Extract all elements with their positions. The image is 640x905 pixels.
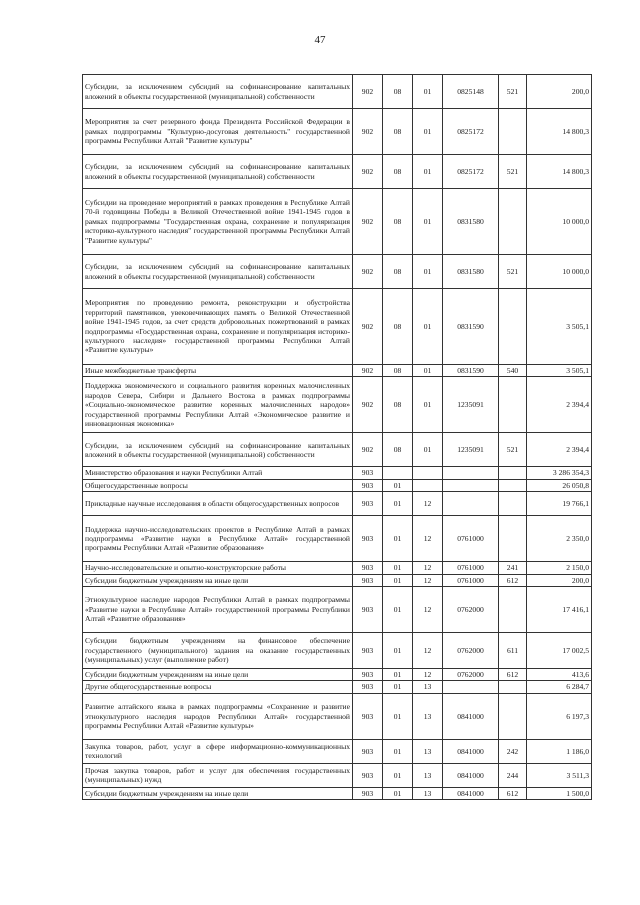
target-article-cell: 0825172: [443, 155, 499, 189]
table-row: [83, 681, 592, 693]
expense-name-cell: Субсидии на проведение мероприятий в рамках проведения в Республике Алтай 70-й годовщины Победы в Великой Отечественной войне 1941-1945 годов в рамках подпрограммы "Государственная охрана, сохранение и популяризация историко-культурного наследия" государственной программы Республики Алтай "Развитие культуры": [83, 189, 353, 255]
table-row: [83, 763, 592, 787]
amount-cell: 200,0: [527, 574, 592, 586]
expense-type-cell: [499, 587, 527, 633]
section-code-cell: 01: [383, 669, 413, 681]
ministry-code-cell: 903: [353, 479, 383, 491]
amount-cell: 6 197,3: [527, 693, 592, 739]
ministry-code-cell: 903: [353, 763, 383, 787]
ministry-code-cell: 903: [353, 633, 383, 669]
ministry-code-cell: 902: [353, 255, 383, 289]
target-article-cell: 0831580: [443, 189, 499, 255]
amount-cell: 1 500,0: [527, 787, 592, 799]
section-code-cell: 01: [383, 693, 413, 739]
table-row: [83, 365, 592, 377]
target-article-cell: 0825148: [443, 75, 499, 109]
section-code-cell: 01: [383, 681, 413, 693]
expense-type-cell: [499, 516, 527, 562]
section-code-cell: 01: [383, 492, 413, 516]
amount-cell: 3 505,1: [527, 289, 592, 365]
amount-cell: 26 050,8: [527, 479, 592, 491]
subsection-code-cell: 13: [413, 739, 443, 763]
table-row: [83, 377, 592, 433]
table-row: [83, 562, 592, 574]
expense-name-cell: Поддержка экономического и социального развития коренных малочисленных народов Севера, Сибири и Дальнего Востока в рамках подпрограммы «Социально-экономическое развитие коренных малочисленных народов» государственной программы Республики Алтай «Экономическое развитие и инновационная экономика»: [83, 377, 353, 433]
target-article-cell: [443, 681, 499, 693]
section-code-cell: 08: [383, 255, 413, 289]
subsection-code-cell: [413, 467, 443, 479]
section-code-cell: 08: [383, 289, 413, 365]
expense-type-cell: 540: [499, 365, 527, 377]
subsection-code-cell: 01: [413, 75, 443, 109]
section-code-cell: 08: [383, 365, 413, 377]
expense-name-cell: Субсидии, за исключением субсидий на софинансирование капитальных вложений в объекты государственной (муниципальной) собственности: [83, 433, 353, 467]
expense-name-cell: Субсидии бюджетным учреждениям на финансовое обеспечение государственного (муниципального) задания на оказание государственных (муниципальных) услуг (выполнение работ): [83, 633, 353, 669]
target-article-cell: 0841000: [443, 763, 499, 787]
expense-name-cell: Субсидии, за исключением субсидий на софинансирование капитальных вложений в объекты государственной (муниципальной) собственности: [83, 75, 353, 109]
expense-name-cell: Иные межбюджетные трансферты: [83, 365, 353, 377]
expense-type-cell: 521: [499, 433, 527, 467]
budget-table: [82, 74, 592, 800]
subsection-code-cell: 13: [413, 693, 443, 739]
target-article-cell: [443, 479, 499, 491]
expense-type-cell: [499, 189, 527, 255]
subsection-code-cell: 01: [413, 109, 443, 155]
section-code-cell: 08: [383, 109, 413, 155]
target-article-cell: 1235091: [443, 377, 499, 433]
table-row: [83, 433, 592, 467]
target-article-cell: 0761000: [443, 562, 499, 574]
section-code-cell: 01: [383, 739, 413, 763]
expense-type-cell: [499, 693, 527, 739]
section-code-cell: 08: [383, 155, 413, 189]
expense-name-cell: Общегосударственные вопросы: [83, 479, 353, 491]
target-article-cell: 0841000: [443, 787, 499, 799]
target-article-cell: 0762000: [443, 633, 499, 669]
table-row: [83, 516, 592, 562]
ministry-code-cell: 903: [353, 739, 383, 763]
table-row: [83, 255, 592, 289]
table-row: [83, 75, 592, 109]
amount-cell: 3 511,3: [527, 763, 592, 787]
amount-cell: 1 186,0: [527, 739, 592, 763]
expense-type-cell: 612: [499, 574, 527, 586]
expense-type-cell: 521: [499, 75, 527, 109]
target-article-cell: [443, 492, 499, 516]
expense-type-cell: [499, 109, 527, 155]
subsection-code-cell: 12: [413, 587, 443, 633]
amount-cell: 17 002,5: [527, 633, 592, 669]
subsection-code-cell: 01: [413, 365, 443, 377]
subsection-code-cell: 01: [413, 189, 443, 255]
expense-name-cell: Поддержка научно-исследовательских проектов в Республике Алтай в рамках подпрограммы «Развитие науки в Республике Алтай» государственной программы Республики Алтай «Развитие образования»: [83, 516, 353, 562]
page-number: 47: [314, 34, 326, 46]
table-row: [83, 633, 592, 669]
expense-name-cell: Прочая закупка товаров, работ и услуг для обеспечения государственных (муниципальных) нужд: [83, 763, 353, 787]
expense-name-cell: Мероприятия за счет резервного фонда Президента Российской Федерации в рамках подпрограммы "Культурно-досуговая деятельность" государственной программы Республики Алтай "Развитие культуры": [83, 109, 353, 155]
expense-name-cell: Развитие алтайского языка в рамках подпрограммы «Сохранение и развитие этнокультурного наследия народов Республики Алтай» государственной программы Республики Алтай «Развитие культуры»: [83, 693, 353, 739]
ministry-code-cell: 902: [353, 289, 383, 365]
subsection-code-cell: 12: [413, 492, 443, 516]
subsection-code-cell: 13: [413, 681, 443, 693]
ministry-code-cell: 903: [353, 693, 383, 739]
subsection-code-cell: 01: [413, 377, 443, 433]
expense-type-cell: [499, 681, 527, 693]
ministry-code-cell: 903: [353, 516, 383, 562]
expense-name-cell: Субсидии бюджетным учреждениям на иные цели: [83, 787, 353, 799]
subsection-code-cell: 01: [413, 433, 443, 467]
subsection-code-cell: 12: [413, 574, 443, 586]
subsection-code-cell: 13: [413, 787, 443, 799]
expense-name-cell: Министерство образования и науки Республики Алтай: [83, 467, 353, 479]
table-row: [83, 467, 592, 479]
target-article-cell: 0831590: [443, 289, 499, 365]
ministry-code-cell: 903: [353, 562, 383, 574]
ministry-code-cell: 902: [353, 155, 383, 189]
section-code-cell: 01: [383, 787, 413, 799]
target-article-cell: 0841000: [443, 739, 499, 763]
amount-cell: 2 350,0: [527, 516, 592, 562]
ministry-code-cell: 903: [353, 587, 383, 633]
expense-name-cell: Субсидии бюджетным учреждениям на иные цели: [83, 574, 353, 586]
amount-cell: 200,0: [527, 75, 592, 109]
section-code-cell: 01: [383, 562, 413, 574]
section-code-cell: [383, 467, 413, 479]
subsection-code-cell: 13: [413, 763, 443, 787]
expense-name-cell: Этнокультурное наследие народов Республики Алтай в рамках подпрограммы «Развитие науки в Республике Алтай» государственной программы Республики Алтай «Развитие образования»: [83, 587, 353, 633]
table-row: [83, 739, 592, 763]
section-code-cell: 01: [383, 763, 413, 787]
amount-cell: 14 800,3: [527, 109, 592, 155]
table-row: [83, 479, 592, 491]
table-row: [83, 693, 592, 739]
expense-type-cell: 612: [499, 787, 527, 799]
amount-cell: 2 150,0: [527, 562, 592, 574]
ministry-code-cell: 903: [353, 574, 383, 586]
expense-name-cell: Другие общегосударственные вопросы: [83, 681, 353, 693]
table-row: [83, 587, 592, 633]
ministry-code-cell: 903: [353, 681, 383, 693]
table-row: [83, 669, 592, 681]
section-code-cell: 01: [383, 587, 413, 633]
budget-table-body: [83, 75, 592, 800]
target-article-cell: 0761000: [443, 516, 499, 562]
section-code-cell: 01: [383, 633, 413, 669]
target-article-cell: 0831580: [443, 255, 499, 289]
section-code-cell: 08: [383, 75, 413, 109]
expense-type-cell: [499, 377, 527, 433]
expense-name-cell: Мероприятия по проведению ремонта, реконструкции и обустройства территорий памятников, увековечивающих память о Великой Отечественной войне 1941-1945 годов, за счет средств добровольных пожертвований в рамках подпрограммы «Государственная охрана, сохранение и популяризация историко-культурного наследия» государственной программы Республики Алтай «Развитие культуры»: [83, 289, 353, 365]
ministry-code-cell: 903: [353, 669, 383, 681]
section-code-cell: 08: [383, 189, 413, 255]
table-row: [83, 289, 592, 365]
expense-type-cell: 244: [499, 763, 527, 787]
expense-type-cell: 241: [499, 562, 527, 574]
amount-cell: 17 416,1: [527, 587, 592, 633]
expense-type-cell: 521: [499, 255, 527, 289]
subsection-code-cell: 01: [413, 289, 443, 365]
subsection-code-cell: 01: [413, 155, 443, 189]
amount-cell: 3 286 354,3: [527, 467, 592, 479]
expense-name-cell: Прикладные научные исследования в области общегосударственных вопросов: [83, 492, 353, 516]
section-code-cell: 01: [383, 574, 413, 586]
target-article-cell: 0761000: [443, 574, 499, 586]
ministry-code-cell: 902: [353, 365, 383, 377]
subsection-code-cell: 01: [413, 255, 443, 289]
subsection-code-cell: 12: [413, 633, 443, 669]
expense-name-cell: Субсидии, за исключением субсидий на софинансирование капитальных вложений в объекты государственной (муниципальной) собственности: [83, 255, 353, 289]
expense-type-cell: 611: [499, 633, 527, 669]
amount-cell: 413,6: [527, 669, 592, 681]
target-article-cell: [443, 467, 499, 479]
target-article-cell: 1235091: [443, 433, 499, 467]
ministry-code-cell: 903: [353, 787, 383, 799]
expense-type-cell: 521: [499, 155, 527, 189]
table-row: [83, 574, 592, 586]
target-article-cell: 0825172: [443, 109, 499, 155]
target-article-cell: 0762000: [443, 669, 499, 681]
amount-cell: 19 766,1: [527, 492, 592, 516]
amount-cell: 3 505,1: [527, 365, 592, 377]
expense-name-cell: Субсидии бюджетным учреждениям на иные цели: [83, 669, 353, 681]
table-row: [83, 787, 592, 799]
amount-cell: 10 000,0: [527, 189, 592, 255]
ministry-code-cell: 902: [353, 433, 383, 467]
expense-type-cell: [499, 467, 527, 479]
expense-type-cell: 242: [499, 739, 527, 763]
section-code-cell: 01: [383, 516, 413, 562]
table-row: [83, 492, 592, 516]
ministry-code-cell: 903: [353, 492, 383, 516]
subsection-code-cell: 12: [413, 562, 443, 574]
table-row: [83, 109, 592, 155]
amount-cell: 6 284,7: [527, 681, 592, 693]
target-article-cell: 0831590: [443, 365, 499, 377]
ministry-code-cell: 902: [353, 189, 383, 255]
ministry-code-cell: 902: [353, 109, 383, 155]
amount-cell: 14 800,3: [527, 155, 592, 189]
expense-type-cell: 612: [499, 669, 527, 681]
target-article-cell: 0841000: [443, 693, 499, 739]
ministry-code-cell: 902: [353, 377, 383, 433]
amount-cell: 2 394,4: [527, 377, 592, 433]
ministry-code-cell: 902: [353, 75, 383, 109]
expense-type-cell: [499, 479, 527, 491]
subsection-code-cell: 12: [413, 516, 443, 562]
table-row: [83, 155, 592, 189]
expense-name-cell: Субсидии, за исключением субсидий на софинансирование капитальных вложений в объекты государственной (муниципальной) собственности: [83, 155, 353, 189]
target-article-cell: 0762000: [443, 587, 499, 633]
section-code-cell: 08: [383, 377, 413, 433]
amount-cell: 10 000,0: [527, 255, 592, 289]
subsection-code-cell: 12: [413, 669, 443, 681]
amount-cell: 2 394,4: [527, 433, 592, 467]
ministry-code-cell: 903: [353, 467, 383, 479]
section-code-cell: 08: [383, 433, 413, 467]
expense-name-cell: Научно-исследовательские и опытно-конструкторские работы: [83, 562, 353, 574]
subsection-code-cell: [413, 479, 443, 491]
expense-name-cell: Закупка товаров, работ, услуг в сфере информационно-коммуникационных технологий: [83, 739, 353, 763]
table-row: [83, 189, 592, 255]
section-code-cell: 01: [383, 479, 413, 491]
expense-type-cell: [499, 289, 527, 365]
expense-type-cell: [499, 492, 527, 516]
